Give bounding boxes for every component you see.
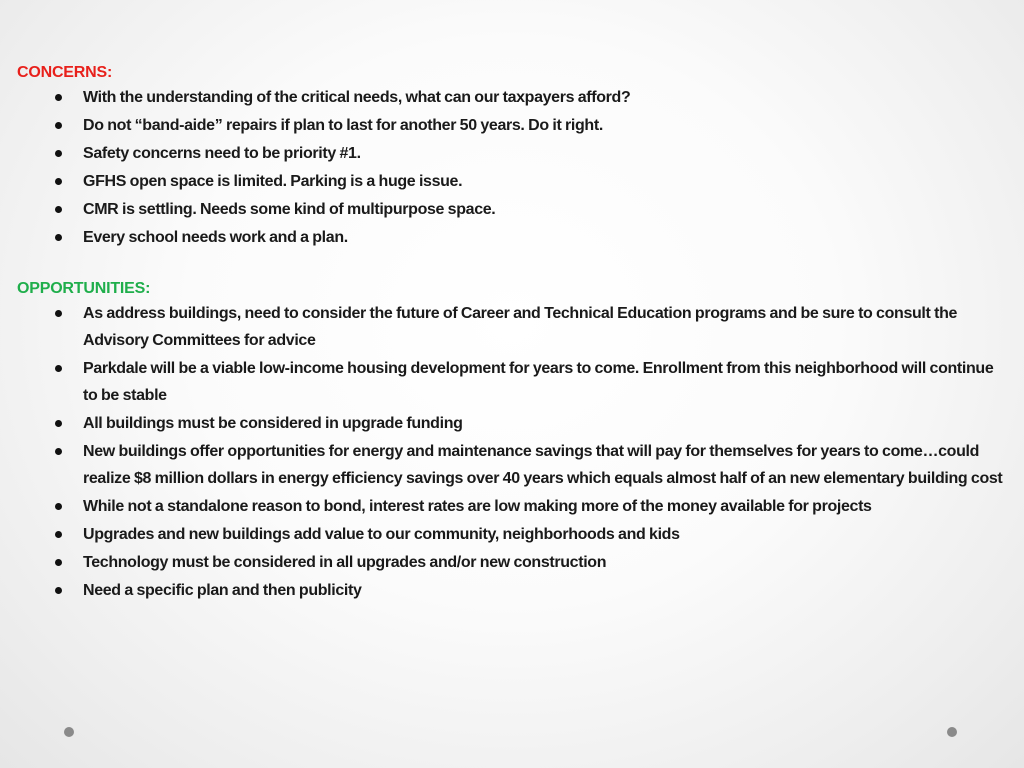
opportunities-item (17, 300, 1007, 354)
concerns-item-text: With the understanding of the critical needs, what can our taxpayers afford? (83, 89, 631, 106)
bullet-dot-icon (55, 206, 62, 213)
bullet-dot-icon (55, 503, 62, 510)
bullet-dot-icon (55, 310, 62, 317)
opportunities-item-text: All buildings must be considered in upgrade funding (83, 415, 463, 432)
concerns-item-text: Every school needs work and a plan. (83, 229, 348, 246)
opportunities-item-text: While not a standalone reason to bond, interest rates are low making more of the money available for projects (83, 498, 872, 515)
corner-dot-icon (64, 727, 74, 737)
concerns-list (17, 84, 1007, 252)
concerns-item-text: Safety concerns need to be priority #1. (83, 145, 361, 162)
opportunities-item (17, 410, 1007, 437)
opportunities-item (17, 355, 1007, 409)
concerns-item (17, 112, 1007, 140)
concerns-item-text: Do not “band-aide” repairs if plan to last for another 50 years. Do it right. (83, 117, 603, 134)
opportunities-item (17, 549, 1007, 576)
concerns-item (17, 140, 1007, 168)
opportunities-item-text: Technology must be considered in all upgrades and/or new construction (83, 554, 607, 571)
bullet-dot-icon (55, 587, 62, 594)
bullet-dot-icon (55, 420, 62, 427)
bullet-dot-icon (55, 150, 62, 157)
concerns-item (17, 224, 1007, 252)
opportunities-item-text: Upgrades and new buildings add value to our community, neighborhoods and kids (83, 526, 680, 543)
concerns-item-text: CMR is settling. Needs some kind of multipurpose space. (83, 201, 496, 218)
bullet-dot-icon (55, 448, 62, 455)
opportunities-item-text: Need a specific plan and then publicity (83, 582, 362, 599)
bullet-dot-icon (55, 94, 62, 101)
concerns-item (17, 168, 1007, 196)
opportunities-item-text: As address buildings, need to consider the future of Career and Technical Education programs and be sure to consult the Advisory Committees for advice (83, 305, 958, 349)
opportunities-item (17, 438, 1007, 492)
concerns-item (17, 196, 1007, 224)
opportunities-item (17, 577, 1007, 604)
corner-dot-icon (947, 727, 957, 737)
bullet-dot-icon (55, 559, 62, 566)
concerns-item (17, 84, 1007, 112)
opportunities-item-text: New buildings offer opportunities for energy and maintenance savings that will pay for themselves for years to come…could realize $8 million dollars in energy efficiency savings over 40 years which equals almost half of an new elementary building cost (83, 443, 1003, 487)
opportunities-item (17, 493, 1007, 520)
bullet-dot-icon (55, 365, 62, 372)
concerns-heading: CONCERNS: (17, 64, 113, 81)
opportunities-item-text: Parkdale will be a viable low-income housing development for years to come. Enrollment from this neighborhood will continue to be stable (83, 360, 994, 404)
slide-content (17, 62, 1007, 605)
opportunities-list (17, 300, 1007, 604)
bullet-dot-icon (55, 122, 62, 129)
opportunities-heading: OPPORTUNITIES: (17, 280, 151, 297)
bullet-dot-icon (55, 178, 62, 185)
bullet-dot-icon (55, 531, 62, 538)
concerns-item-text: GFHS open space is limited. Parking is a huge issue. (83, 173, 463, 190)
opportunities-item (17, 521, 1007, 548)
bullet-dot-icon (55, 234, 62, 241)
